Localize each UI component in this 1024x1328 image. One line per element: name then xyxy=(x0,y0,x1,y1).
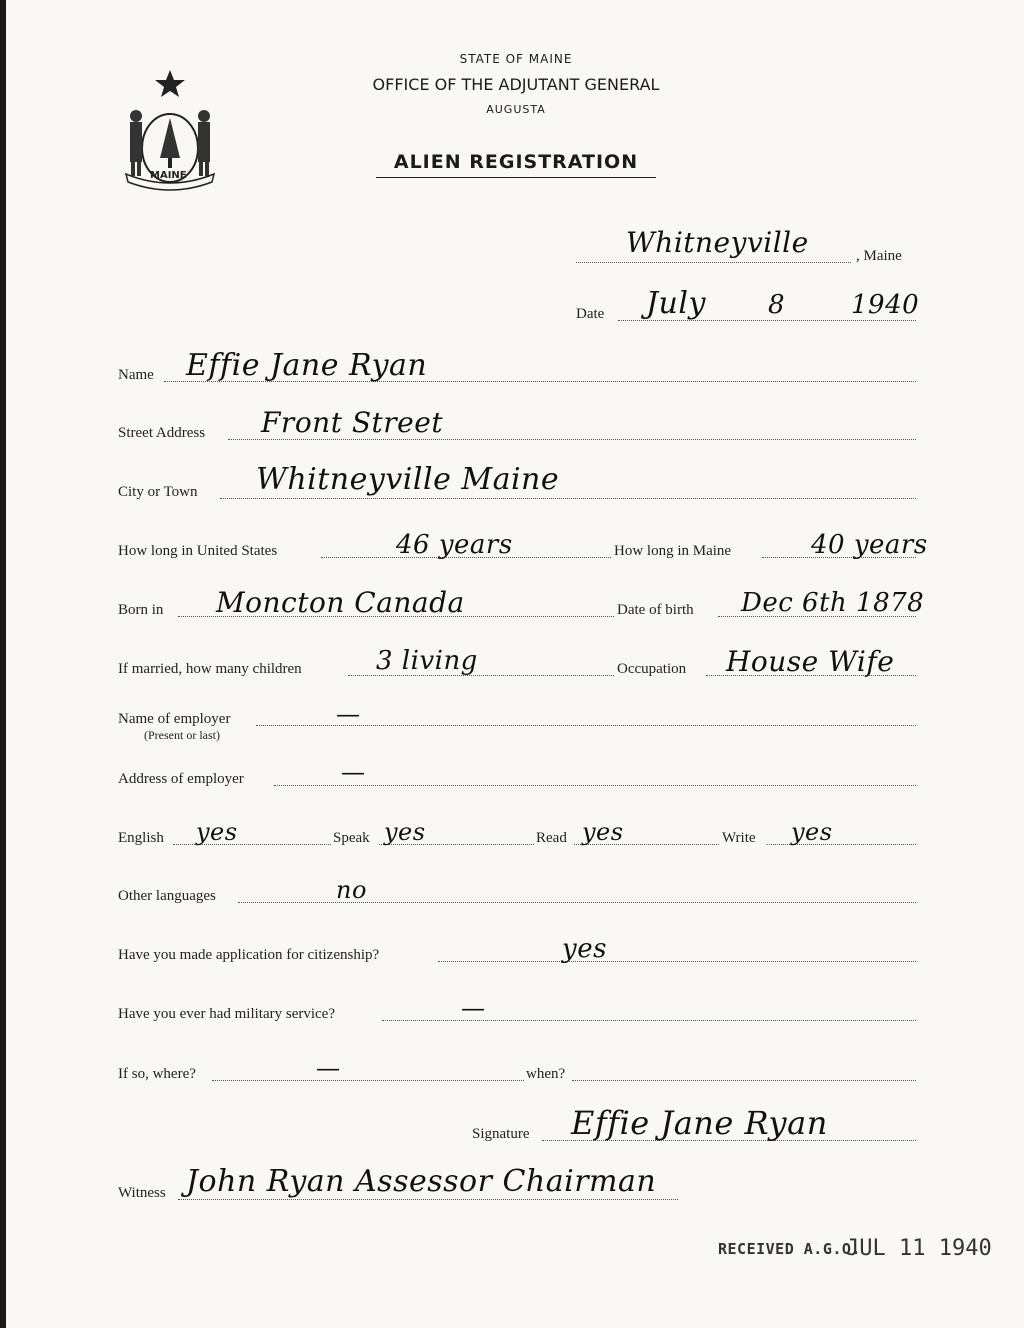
born-value: Moncton Canada xyxy=(216,586,465,619)
city-value: Whitneyville Maine xyxy=(256,462,560,497)
english-label: English xyxy=(118,830,164,846)
where-label: If so, where? xyxy=(118,1066,196,1082)
maine-years-value: 40 years xyxy=(811,530,928,560)
name-value: Effie Jane Ryan xyxy=(186,348,428,383)
signature-label: Signature xyxy=(472,1126,530,1142)
us-years-label: How long in United States xyxy=(118,543,278,559)
when-label: when? xyxy=(526,1066,566,1082)
employer-label: Name of employer xyxy=(118,711,231,727)
employer-value: — xyxy=(336,700,361,728)
born-label: Born in xyxy=(118,602,164,618)
read-label: Read xyxy=(536,830,567,846)
state-seal xyxy=(116,66,224,194)
occupation-value: House Wife xyxy=(726,645,895,678)
where-value: — xyxy=(316,1054,341,1082)
other-languages-value: no xyxy=(336,876,367,904)
city-label: City or Town xyxy=(118,484,198,500)
speak-value: yes xyxy=(384,818,426,846)
date-month: July xyxy=(646,286,706,321)
form-title: ALIEN REGISTRATION xyxy=(393,151,639,173)
english-value: yes xyxy=(196,818,238,846)
employer-address-value: — xyxy=(341,758,366,786)
seal-banner-text: MAINE xyxy=(150,170,187,181)
place-suffix: , Maine xyxy=(856,248,902,264)
city-heading: AUGUSTA xyxy=(486,103,546,116)
date-day: 8 xyxy=(768,290,786,320)
us-years-value: 46 years xyxy=(396,530,513,560)
place-value: Whitneyville xyxy=(626,226,809,259)
witness-label: Witness xyxy=(118,1185,166,1201)
signature-value: Effie Jane Ryan xyxy=(571,1104,828,1142)
received-stamp: RECEIVED A.G.O. xyxy=(718,1240,861,1258)
military-label: Have you ever had military service? xyxy=(118,1006,335,1022)
military-value: — xyxy=(461,994,486,1022)
state-heading: STATE OF MAINE xyxy=(459,52,573,66)
dob-value: Dec 6th 1878 xyxy=(741,588,925,618)
write-label: Write xyxy=(722,830,756,846)
name-label: Name xyxy=(118,367,154,383)
children-value: 3 living xyxy=(376,646,478,676)
street-label: Street Address xyxy=(118,425,206,441)
write-value: yes xyxy=(791,818,833,846)
other-languages-label: Other languages xyxy=(118,888,216,904)
street-value: Front Street xyxy=(261,406,444,439)
occupation-label: Occupation xyxy=(617,661,687,677)
employer-address-label: Address of employer xyxy=(118,771,244,787)
citizenship-label: Have you made application for citizenship? xyxy=(118,947,380,963)
form-title-underline xyxy=(376,177,656,178)
dob-label: Date of birth xyxy=(617,602,694,618)
date-label: Date xyxy=(576,306,605,322)
citizenship-value: yes xyxy=(562,934,607,964)
read-value: yes xyxy=(582,818,624,846)
maine-years-label: How long in Maine xyxy=(614,543,732,559)
date-year: 1940 xyxy=(851,290,920,320)
received-date: JUL 11 1940 xyxy=(846,1236,992,1261)
witness-value: John Ryan Assessor Chairman xyxy=(186,1164,657,1199)
office-heading: OFFICE OF THE ADJUTANT GENERAL xyxy=(372,75,660,94)
children-label: If married, how many children xyxy=(118,661,302,677)
employer-sublabel: (Present or last) xyxy=(144,728,220,742)
speak-label: Speak xyxy=(333,830,370,846)
